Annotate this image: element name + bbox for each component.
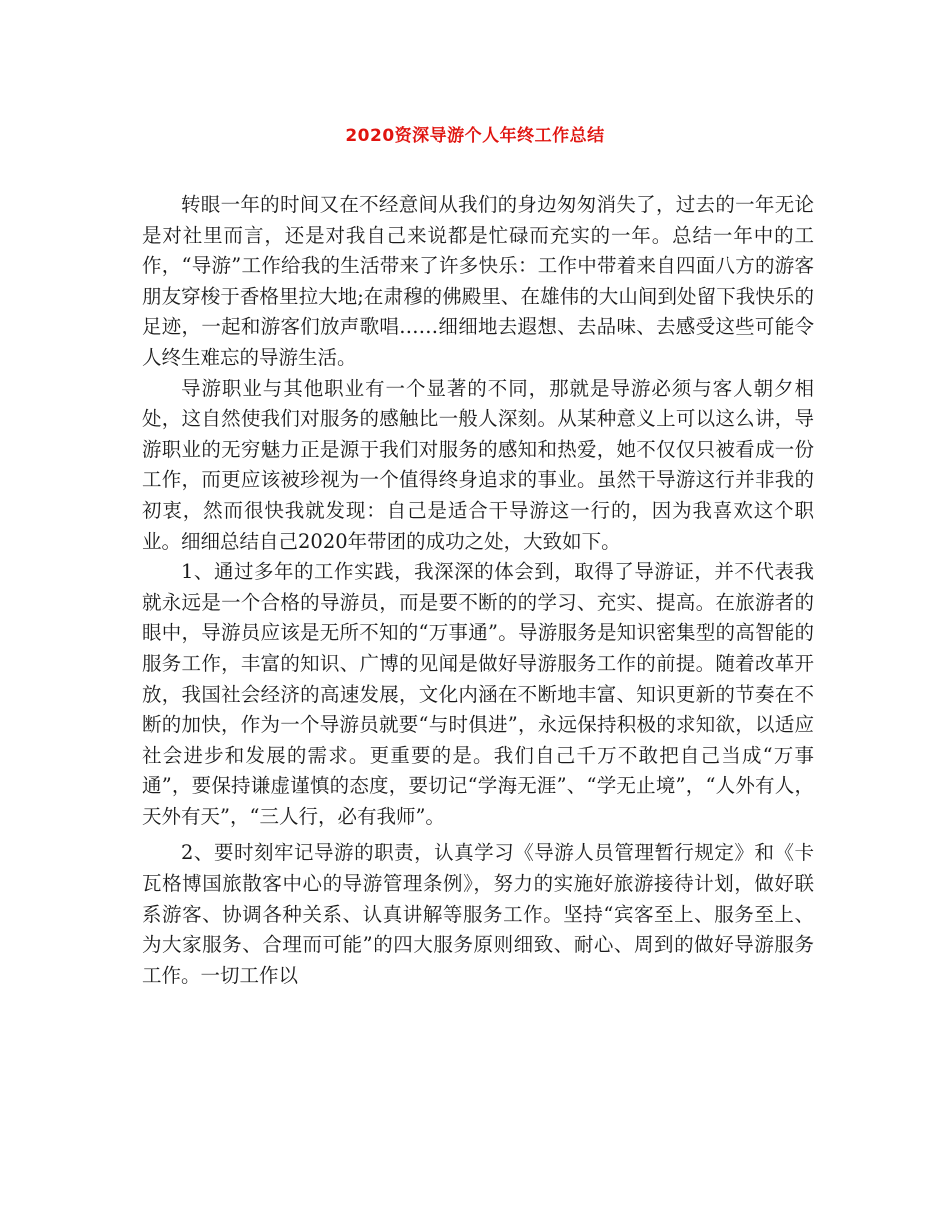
paragraph-4: 2、要时刻牢记导游的职责，认真学习《导游人员管理暂行规定》和《卡瓦格博国旅散客中心的导游管理条例》，努力的实施好旅游接待计划，做好联系游客、协调各种关系、认真讲解等服务工作。坚持“宾客至上、服务至上、为大家服务、合理而可能”的四大服务原则细致、耐心、周到的做好导游服务工作。一切工作以 [142,841,814,987]
paragraph-1: 转眼一年的时间又在不经意间从我们的身边匆匆消失了，过去的一年无论是对社里而言，还是对我自己来说都是忙碌而充实的一年。总结一年中的工作，“导游”工作给我的生活带来了许多快乐：工作中带着来自四面八方的游客朋友穿梭于香格里拉大地;在肃穆的佛殿里、在雄伟的大山间到处留下我快乐的足迹，一起和游客们放声歌唱……细细地去遐想、去品味、去感受这些可能令人终生难忘的导游生活。 [142,193,814,369]
document-body [142,190,814,991]
document-title: 2020资深导游个人年终工作总结 [345,126,605,146]
paragraph-2: 导游职业与其他职业有一个显著的不同，那就是导游必须与客人朝夕相处，这自然使我们对服务的感触比一般人深刻。从某种意义上可以这么讲，导游职业的无穷魅力正是源于我们对服务的感知和热爱，她不仅仅只被看成一份工作，而更应该被珍视为一个值得终身追求的事业。虽然干导游这行并非我的初衷，然而很快我就发现：自己是适合干导游这一行的，因为我喜欢这个职业。细细总结自己2020年带团的成功之处，大致如下。 [142,376,814,553]
paragraph-3: 1、通过多年的工作实践，我深深的体会到，取得了导游证，并不代表我就永远是一个合格的导游员，而是要不断的的学习、充实、提高。在旅游者的眼中，导游员应该是无所不知的“万事通”。导游服务是知识密集型的高智能的服务工作，丰富的知识、广博的见闻是做好导游服务工作的前提。随着改革开放，我国社会经济的高速发展，文化内涵在不断地丰富、知识更新的节奏在不断的加快，作为一个导游员就要“与时俱进”，永远保持积极的求知欲，以适应社会进步和发展的需求。更重要的是。我们自己千万不敢把自己当成“万事通”，要保持谦虚谨慎的态度，要切记“学海无涯”、“学无止境”，“人外有人，天外有天”，“三人行，必有我师”。 [142,560,814,828]
